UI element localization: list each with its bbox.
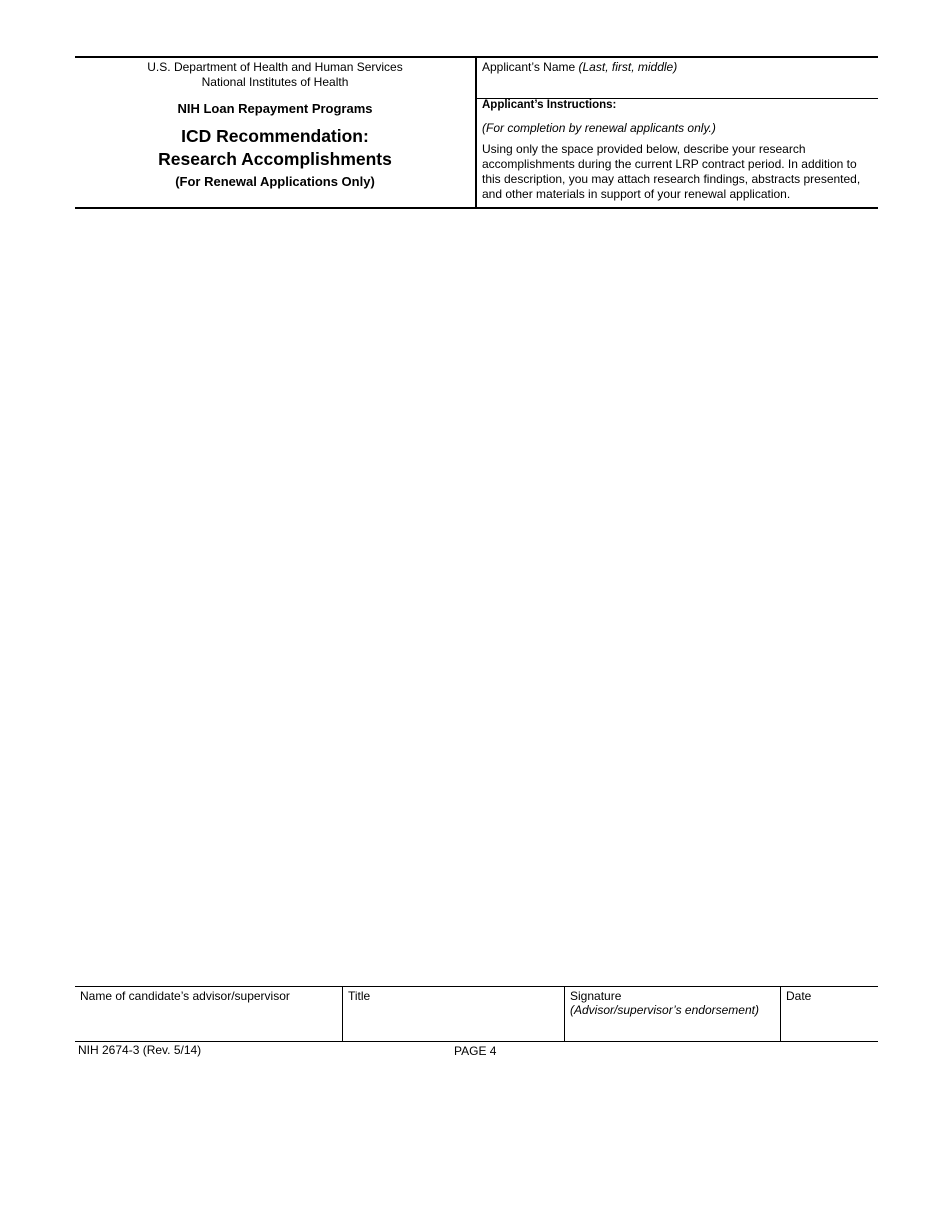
program-name: NIH Loan Repayment Programs (177, 101, 373, 116)
form-identity-block (75, 58, 477, 207)
agency-name: U.S. Department of Health and Human Services (147, 60, 403, 74)
signature-row (75, 986, 878, 1042)
advisor-name-label: Name of candidate’s advisor/supervisor (80, 989, 290, 1003)
form-number: NIH 2674-3 (Rev. 5/14) (78, 1043, 202, 1057)
form-title-line-1: ICD Recommendation: (181, 126, 369, 146)
page-number: PAGE 4 (454, 1044, 497, 1058)
advisor-title-label: Title (348, 989, 371, 1003)
date-field[interactable] (780, 987, 878, 1041)
applicant-name-label-text: Applicant’s Name (482, 60, 576, 74)
instructions-heading: Applicant’s Instructions: (482, 99, 617, 111)
signature-hint: (Advisor/supervisor’s endorsement) (570, 1003, 759, 1017)
research-accomplishments-field[interactable] (75, 207, 878, 985)
advisor-signature-field[interactable] (564, 987, 780, 1041)
form-title-line-2: Research Accomplishments (158, 149, 392, 169)
instructions-body: Using only the space provided below, describe your research accomplishments during the current LRP contract period. In addition to this description, you may attach research findings, abstracts presented, and other materials in support of your renewal application. (482, 142, 861, 201)
applicant-info-block (477, 58, 878, 207)
applicant-name-field[interactable] (477, 58, 878, 99)
institute-name: National Institutes of Health (201, 75, 349, 89)
form-header (75, 56, 878, 209)
advisor-title-field[interactable] (342, 987, 564, 1041)
advisor-name-field[interactable] (75, 987, 343, 1041)
date-label: Date (786, 989, 812, 1003)
form-title (75, 125, 475, 171)
signature-label: Signature (570, 989, 622, 1003)
applicant-name-hint: (Last, first, middle) (578, 60, 678, 74)
applicant-name-label (482, 60, 677, 75)
form-subtitle: (For Renewal Applications Only) (175, 174, 375, 189)
instructions-note: (For completion by renewal applicants only.) (482, 121, 716, 135)
